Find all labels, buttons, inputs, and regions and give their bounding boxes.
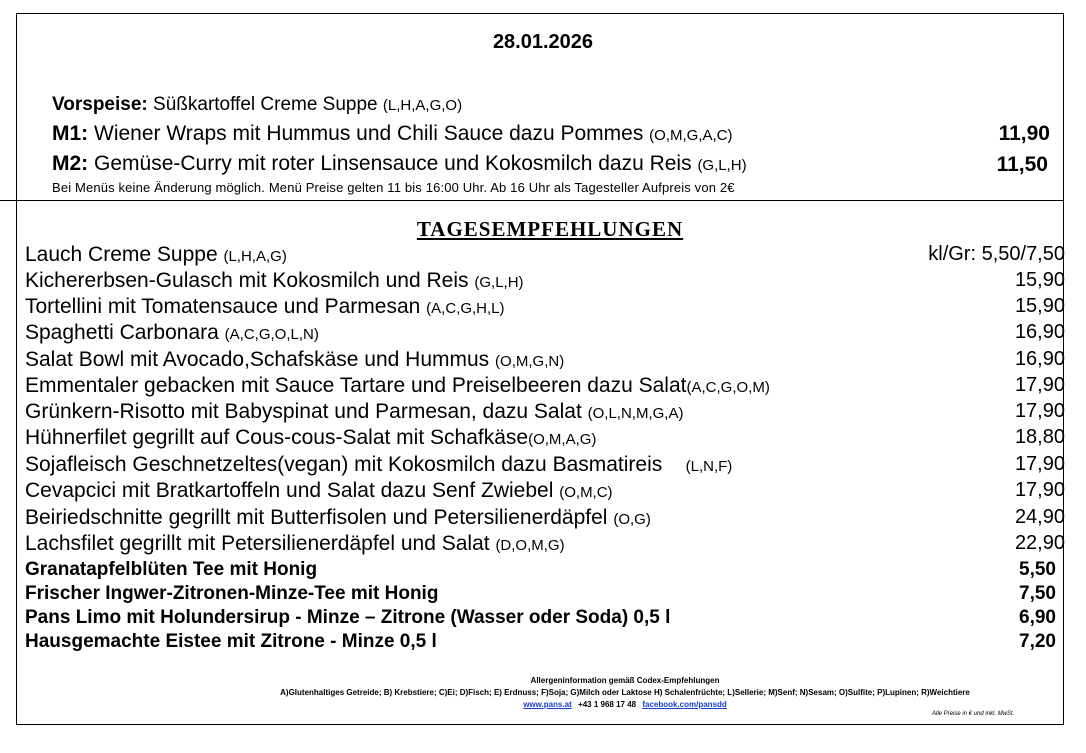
- dish-name: Lauch Creme Suppe: [25, 243, 218, 266]
- dish-price: 15,90: [1014, 269, 1065, 291]
- dish-allergens: (D,O,M,G): [495, 537, 565, 554]
- dish-name: Salat Bowl mit Avocado,Schafskäse und Hummus: [25, 348, 490, 371]
- dish-name-line: [25, 295, 505, 319]
- dish-price: 16,90: [1014, 348, 1065, 370]
- phone-number: +43 1 968 17 48: [578, 700, 637, 709]
- dish-name-line: [25, 479, 613, 503]
- m2-label: M2:: [52, 152, 89, 175]
- dish-row: [25, 374, 1070, 398]
- dish-price: 24,90: [1014, 506, 1065, 528]
- dish-allergens: (O,M,A,G): [528, 431, 597, 448]
- dish-allergens: (O,M,G,N): [495, 353, 565, 370]
- dish-name-line: [25, 426, 596, 450]
- dish-name-line: [25, 374, 770, 398]
- dish-price: 17,90: [1014, 479, 1065, 501]
- drink-name: Pans Limo mit Holundersirup - Minze – Zitrone (Wasser oder Soda) 0,5 l: [25, 607, 671, 628]
- m2-price: 11,50: [996, 153, 1048, 176]
- dish-allergens: (A,C,G,O,M): [686, 379, 770, 396]
- m1-text: Wiener Wraps mit Hummus und Chili Sauce dazu Pommes: [94, 122, 644, 145]
- drink-price: 7,50: [1019, 583, 1056, 604]
- dish-name: Hühnerfilet gegrillt auf Cous-cous-Salat mit Schafkäse: [25, 426, 529, 449]
- menu-m1-line: [52, 122, 733, 146]
- dish-name: Sojafleisch Geschnetzeltes(vegan) mit Kokosmilch dazu Basmatireis: [25, 453, 663, 476]
- menu-date: 28.01.2026: [492, 31, 594, 53]
- dish-row: [25, 348, 1070, 372]
- tagesempfehlungen-heading: TAGESEMPFEHLUNGEN: [416, 217, 684, 241]
- website-link[interactable]: www.pans.at: [523, 700, 572, 709]
- drink-name: Hausgemachte Eistee mit Zitrone - Minze 0,5 l: [25, 631, 437, 652]
- drink-name: Granatapfelblüten Tee mit Honig: [25, 559, 318, 580]
- dish-row: [25, 321, 1070, 345]
- dish-name-line: [25, 321, 319, 345]
- drink-row: [25, 583, 1061, 607]
- dish-name: Tortellini mit Tomatensauce und Parmesan: [25, 295, 421, 318]
- m2-allergens: (G,L,H): [697, 157, 747, 174]
- drink-row: [25, 559, 1061, 583]
- dish-price: 17,90: [1014, 453, 1065, 475]
- dish-price: kl/Gr: 5,50/7,50: [928, 243, 1065, 265]
- vorspeise-allergens: (L,H,A,G,O): [382, 97, 463, 114]
- menu-note: Bei Menüs keine Änderung möglich. Menü Preise gelten 11 bis 16:00 Uhr. Ab 16 Uhr als Tagesteller Aufpreis von 2€: [52, 180, 735, 195]
- drink-price: 7,20: [1019, 631, 1056, 652]
- dish-row: [25, 532, 1070, 556]
- dish-row: [25, 479, 1070, 503]
- allergen-title: Allergeninformation gemäß Codex-Empfehlungen: [530, 676, 720, 685]
- dish-name: Kichererbsen-Gulasch mit Kokosmilch und Reis: [25, 269, 469, 292]
- dish-allergens: (A,C,G,H,L): [426, 300, 505, 317]
- m1-label: M1:: [52, 122, 89, 145]
- dish-allergens: (O,M,C): [559, 484, 613, 501]
- dish-row: [25, 453, 1070, 477]
- drink-name: Frischer Ingwer-Zitronen-Minze-Tee mit Honig: [25, 583, 439, 604]
- dish-name: Beiriedschnitte gegrillt mit Butterfisolen und Petersilienerdäpfel: [25, 506, 608, 529]
- dish-price: 18,80: [1014, 426, 1065, 448]
- contact-line: [0, 700, 1086, 709]
- dish-price: 15,90: [1014, 295, 1065, 317]
- dish-price: 17,90: [1014, 374, 1065, 396]
- dish-allergens: (L,H,A,G): [223, 248, 287, 265]
- dish-allergens: (O,G): [613, 511, 651, 528]
- menu-m2-line: [52, 152, 747, 176]
- dish-allergens: (G,L,H): [474, 274, 524, 291]
- drink-price: 6,90: [1019, 607, 1056, 628]
- dish-name: Spaghetti Carbonara: [25, 321, 219, 344]
- vorspeise-line: [52, 94, 462, 116]
- dish-name-line: [25, 532, 565, 556]
- dish-price: 16,90: [1014, 321, 1065, 343]
- dish-name-line: [25, 269, 524, 293]
- drink-price: 5,50: [1019, 559, 1056, 580]
- vorspeise-label: Vorspeise:: [52, 94, 148, 115]
- dish-name-line: [25, 453, 732, 477]
- dish-name-line: [25, 243, 287, 267]
- section-divider: [0, 200, 1064, 201]
- prices-note: Alle Preise in € und inkl. MwSt.: [932, 711, 1015, 717]
- dish-row: [25, 426, 1070, 450]
- dish-name-line: [25, 506, 651, 530]
- dish-allergens: (A,C,G,O,L,N): [224, 326, 319, 343]
- allergen-list: A)Glutenhaltiges Getreide; B) Krebstiere; C)Ei; D)Fisch; E) Erdnuss; F)Soja; G)Milch oder Laktose H) Schalenfrüchte; L)Sellerie; M)Senf; N)Sesam; O)Sulfite; P)Lupinen; R)Weichtiere: [280, 688, 970, 697]
- dish-row: [25, 243, 1070, 267]
- dish-name: Emmentaler gebacken mit Sauce Tartare und Preiselbeeren dazu Salat: [25, 374, 687, 397]
- drink-row: [25, 631, 1061, 655]
- dish-row: [25, 269, 1070, 293]
- dish-name: Cevapcici mit Bratkartoffeln und Salat dazu Senf Zwiebel: [25, 479, 554, 502]
- dish-name: Lachsfilet gegrillt mit Petersilienerdäpfel und Salat: [25, 532, 490, 555]
- dish-price: 22,90: [1014, 532, 1065, 554]
- drink-row: [25, 607, 1061, 631]
- dish-name-line: [25, 348, 564, 372]
- dish-allergens: (O,L,N,M,G,A): [587, 405, 684, 422]
- dish-row: [25, 400, 1070, 424]
- dish-row: [25, 295, 1070, 319]
- m2-text: Gemüse-Curry mit roter Linsensauce und Kokosmilch dazu Reis: [94, 152, 692, 175]
- dish-allergens: (L,N,F): [685, 458, 733, 475]
- vorspeise-text: Süßkartoffel Creme Suppe: [153, 94, 378, 115]
- m1-allergens: (O,M,G,A,C): [649, 127, 733, 144]
- dish-price: 17,90: [1014, 400, 1065, 422]
- facebook-link[interactable]: facebook.com/pansdd: [642, 700, 727, 709]
- dish-name: Grünkern-Risotto mit Babyspinat und Parmesan, dazu Salat: [25, 400, 582, 423]
- dish-name-line: [25, 400, 683, 424]
- dish-row: [25, 506, 1070, 530]
- m1-price: 11,90: [998, 122, 1050, 145]
